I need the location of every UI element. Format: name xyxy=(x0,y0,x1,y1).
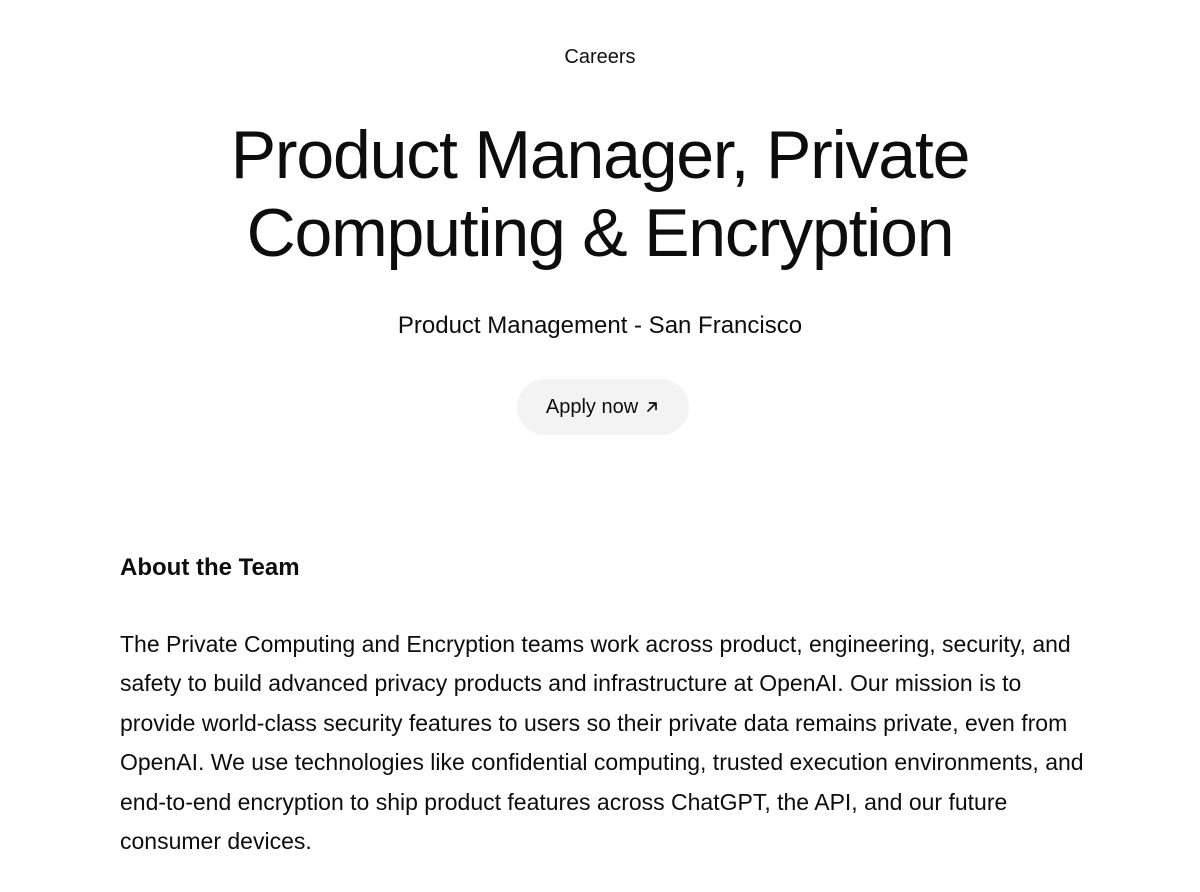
page-title: Product Manager, Private Computing & Encryption xyxy=(230,117,970,271)
apply-now-label: Apply now xyxy=(545,395,639,418)
arrow-up-right-icon xyxy=(644,399,660,415)
job-department-location: Product Management - San Francisco xyxy=(397,312,803,339)
about-team-paragraph: The Private Computing and Encryption teams work across product, engineering, security, and safety to build advanced privacy products and infrastructure at OpenAI. Our mission is to provide world-class security features to users so their private data remains private, even from OpenAI. We use technologies like confidential computing, trusted execution environments, and end-to-end encryption to ship product features across ChatGPT, the API, and our future consumer devices. xyxy=(120,631,1084,855)
apply-now-button[interactable] xyxy=(517,379,689,435)
section-heading-about-team: About the Team xyxy=(120,554,300,581)
breadcrumb-careers-link[interactable]: Careers xyxy=(564,46,636,68)
